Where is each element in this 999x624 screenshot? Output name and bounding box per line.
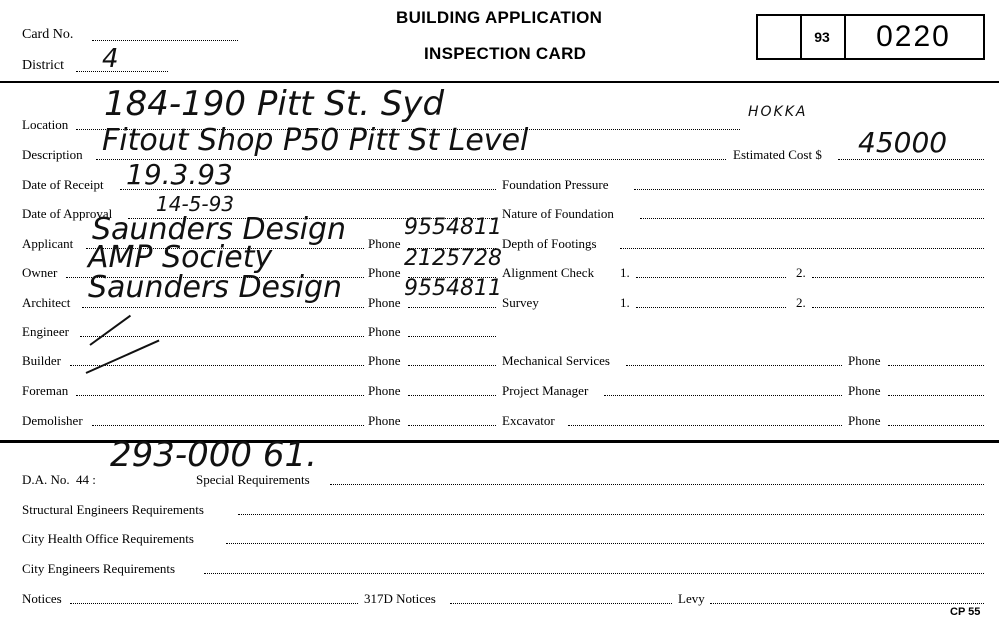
engineer-field[interactable] [80,336,364,337]
alignment-check-2-field[interactable] [812,277,984,278]
description-value: Fitout Shop P50 Pitt St Level [102,123,529,158]
structural-engineers-field[interactable] [238,514,984,515]
levy-field[interactable] [710,603,984,604]
da-prefix: 44 : [76,472,96,487]
notices-317d-field[interactable] [450,603,672,604]
location-note: HOKKA [748,104,808,120]
project-manager-label: Project Manager [502,383,589,398]
foreman-phone-field[interactable] [408,395,496,396]
alignment-check-1-field[interactable] [636,277,786,278]
owner-value: AMP Society [88,240,273,275]
architect-value: Saunders Design [88,270,343,305]
district-value: 4 [102,44,119,74]
card-number-box [756,14,985,60]
alignment-check-2-label: 2. [796,265,806,280]
engineer-label: Engineer [22,324,69,339]
nature-of-foundation-field[interactable] [640,218,984,219]
architect-label: Architect [22,295,71,310]
mechanical-phone-field[interactable] [888,365,984,366]
card-year: 93 [814,29,830,45]
depth-of-footings-label: Depth of Footings [502,236,597,251]
architect-field[interactable] [82,307,364,308]
location-value: 184-190 Pitt St. Syd [104,84,445,124]
builder-label: Builder [22,353,61,368]
nature-of-foundation-label: Nature of Foundation [502,206,614,221]
project-manager-phone-label: Phone [848,383,881,398]
architect-phone-field[interactable] [408,307,496,308]
excavator-label: Excavator [502,413,555,428]
card-no-label: Card No. [22,27,74,42]
alignment-check-1-label: 1. [620,265,630,280]
title-line-1: BUILDING APPLICATION [396,8,603,27]
levy-label: Levy [678,591,705,606]
city-engineers-label: City Engineers Requirements [22,561,176,576]
survey-2-label: 2. [796,295,806,310]
project-manager-phone-field[interactable] [888,395,984,396]
survey-1-field[interactable] [636,307,786,308]
owner-phone-value: 2125728 [404,246,502,271]
date-of-approval-label: Date of Approval [22,206,113,221]
notices-317d-label: 317D Notices [364,591,436,606]
location-label: Location [22,117,69,132]
foreman-field[interactable] [76,395,364,396]
date-of-receipt-value: 19.3.93 [126,158,233,191]
owner-label: Owner [22,265,58,280]
foundation-pressure-label: Foundation Pressure [502,177,609,192]
date-of-approval-value: 14-5-93 [156,192,235,216]
foreman-phone-label: Phone [368,383,401,398]
applicant-label: Applicant [22,236,74,251]
city-health-label: City Health Office Requirements [22,531,194,546]
applicant-value: Saunders Design [92,212,347,247]
excavator-field[interactable] [568,425,842,426]
engineer-phone-label: Phone [368,324,401,339]
demolisher-phone-label: Phone [368,413,401,428]
survey-label: Survey [502,295,539,310]
builder-phone-field[interactable] [408,365,496,366]
special-requirements-label: Special Requirements [196,472,310,487]
engineer-strike-mark [89,315,131,346]
architect-phone-label: Phone [368,295,401,310]
demolisher-field[interactable] [92,425,364,426]
mechanical-services-label: Mechanical Services [502,353,610,368]
foundation-pressure-field[interactable] [634,189,984,190]
notices-field[interactable] [70,603,358,604]
architect-phone-value: 9554811 [404,276,502,301]
estimated-cost-label: Estimated Cost $ [733,147,822,162]
header-divider [0,81,999,83]
date-of-receipt-label: Date of Receipt [22,177,104,192]
district-field[interactable] [76,71,168,72]
da-no-label: D.A. No. [22,472,70,487]
district-label: District [22,58,64,73]
applicant-phone-label: Phone [368,236,401,251]
mechanical-phone-label: Phone [848,353,881,368]
form-code: CP 55 [950,606,981,618]
builder-strike-mark [86,340,160,374]
applicant-phone-value: 9554811 [404,215,502,240]
structural-engineers-label: Structural Engineers Requirements [22,502,204,517]
demolisher-label: Demolisher [22,413,83,428]
demolisher-phone-field[interactable] [408,425,496,426]
builder-field[interactable] [70,365,364,366]
title-line-2: INSPECTION CARD [424,44,587,63]
engineer-phone-field[interactable] [408,336,496,337]
foreman-label: Foreman [22,383,69,398]
card-no-field[interactable] [92,40,238,41]
excavator-phone-label: Phone [848,413,881,428]
depth-of-footings-field[interactable] [620,248,984,249]
project-manager-field[interactable] [604,395,842,396]
notices-label: Notices [22,591,62,606]
estimated-cost-field[interactable] [838,159,984,160]
city-engineers-field[interactable] [204,573,984,574]
excavator-phone-field[interactable] [888,425,984,426]
card-number: 0220 [876,20,951,53]
mechanical-services-field[interactable] [626,365,842,366]
estimated-cost-value: 45000 [858,126,948,159]
survey-2-field[interactable] [812,307,984,308]
alignment-check-label: Alignment Check [502,265,595,280]
owner-phone-label: Phone [368,265,401,280]
description-label: Description [22,147,83,162]
da-number-value: 293-000 61. [110,435,317,475]
special-requirements-field[interactable] [330,484,984,485]
builder-phone-label: Phone [368,353,401,368]
city-health-field[interactable] [226,543,984,544]
survey-1-label: 1. [620,295,630,310]
